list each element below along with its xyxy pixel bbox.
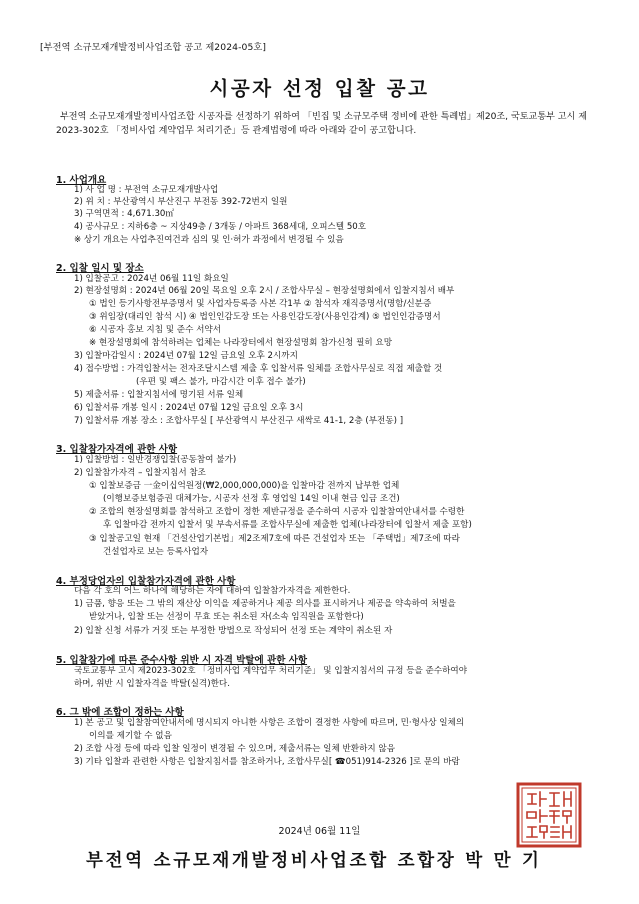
section-line: 3) 입찰마감일시 : 2024년 07월 12일 금요일 오후 2시까지: [74, 351, 298, 361]
section-line: 7) 입찰서류 개봉 장소 : 조합사무실 [ 부산광역시 부산진구 새싹로 41-1, 2층 (부전동) ]: [74, 416, 404, 426]
section-line: 2) 위 치 : 부산광역시 부산진구 부전동 392-72번지 일원: [74, 197, 288, 207]
official-seal-icon: [516, 782, 582, 848]
section-subline: (우편 및 팩스 불가, 마감시간 이후 접수 불가): [136, 377, 306, 387]
section-subline: 후 입찰마감 전까지 입찰서 및 부속서류를 조합사무실에 제출한 업체(나라장터에 입찰서 제출 포함): [103, 520, 472, 530]
section-line: 3) 기타 입찰과 관련한 사항은 입찰지침서를 참조하거나, 조합사무실[ ☎051)914-2326 ]로 문의 바람: [74, 757, 460, 767]
section-line: 6) 입찰서류 개봉 일시 : 2024년 07월 12일 금요일 오후 3시: [74, 403, 304, 413]
section-subline: 받았거나, 입찰 또는 선정이 무효 또는 취소된 자(소속 임직원을 포함한다): [89, 612, 364, 622]
section-subline: ① 입찰보증금 一金이십억원정(₩2,000,000,000)을 입찰마감 전까지 납부한 업체: [89, 481, 400, 491]
section-note: ※ 상기 개요는 사업추진여건과 심의 및 인·허가 과정에서 변경될 수 있음: [74, 235, 344, 245]
section-line: 5) 제출서류 : 입찰지침서에 명기된 서류 일체: [74, 390, 244, 400]
page-title: 시공자 선정 입찰 공고: [209, 77, 430, 100]
section-line: 1) 금품, 향응 또는 그 밖의 재산상 이익을 제공하거나 제공 의사를 표시하거나 제공을 약속하여 처벌을: [74, 599, 456, 609]
section-line: 3) 구역면적 : 4,671.30㎡: [74, 209, 174, 219]
section-line: 하며, 위반 시 입찰자격을 박탈(실격)한다.: [74, 679, 230, 689]
section-title: 2. 입찰 일시 및 장소: [56, 263, 144, 274]
section-subline: 건설업자로 보는 등록사업자: [103, 547, 209, 557]
section-line: 2) 조합 사정 등에 따라 입찰 일정이 변경될 수 있으며, 제출서류는 일체 반환하지 않음: [74, 744, 396, 754]
section-subline: ③ 입찰공고일 현재 「건설산업기본법」제2조제7호에 따른 건설업자 또는 「주택법」제7조에 따라: [89, 534, 460, 544]
section-subline: 이의를 제기할 수 없음: [89, 731, 172, 741]
notice-number: [부전역 소규모재개발정비사업조합 공고 제2024-05호]: [40, 42, 267, 53]
section-title: 6. 그 밖에 조합이 정하는 사항: [56, 707, 184, 718]
signature-line: 부전역 소규모재개발정비사업조합 조합장 박 만 기: [86, 851, 542, 871]
section-line: 1) 사 업 명 : 부전역 소규모재개발사업: [74, 185, 219, 195]
section-subline: ③ 위임장(대리인 참석 시) ④ 법인인감도장 또는 사용인감도장(사용인감계) ⑤ 법인인감증명서: [89, 312, 441, 322]
section-line: 2) 입찰참가자격 – 입찰지침서 참조: [74, 468, 206, 478]
section-line: 2) 현장설명회 : 2024년 06월 20일 목요일 오후 2시 / 조합사무실 – 현장설명회에서 입찰지침서 배부: [74, 286, 455, 296]
section-line: 1) 입찰공고 : 2024년 06월 11일 화요일: [74, 274, 229, 284]
section-title: 5. 입찰참가에 따른 준수사항 위반 시 자격 박탈에 관한 사항: [56, 655, 308, 666]
section-line: 2) 입찰 신청 서류가 거짓 또는 부정한 방법으로 작성되어 선정 또는 계약이 취소된 자: [74, 626, 393, 636]
section-line: 1) 본 공고 및 입찰참여안내서에 명시되지 아니한 사항은 조합이 결정한 사항에 따르며, 민·형사상 일체의: [74, 718, 465, 728]
section-subline: (이행보증보험증권 대체가능, 시공자 선정 후 영업일 14일 이내 현금 입금 조건): [103, 494, 400, 504]
section-title: 4. 부정당업자의 입찰참가자격에 관한 사항: [56, 576, 236, 587]
notice-date: 2024년 06월 11일: [278, 826, 361, 837]
intro-paragraph: 부전역 소규모재개발정비사업조합 시공자를 선정하기 위하여 「빈집 및 소규모주택 정비에 관한 특례법」제20조, 국토교통부 고시 제2023-302호 「정비사업 계약업무 처리기준」등 관계법령에 따라 아래와 같이 공고합니다.: [56, 112, 588, 136]
section-line: 4) 접수방법 : 가격입찰서는 전자조달시스템 제출 후 입찰서류 일체를 조합사무실로 직접 제출할 것: [74, 364, 443, 374]
section-title: 3. 입찰참가자격에 관한 사항: [56, 444, 178, 455]
section-note: ※ 현장설명회에 참석하려는 업체는 나라장터에서 현장설명회 참가신청 필히 요망: [89, 338, 393, 348]
section-line: 다음 각 호의 어느 하나에 해당하는 자에 대하여 입찰참가자격을 제한한다.: [74, 586, 351, 596]
section-line: 1) 입찰방법 : 일반경쟁입찰(공동참여 불가): [74, 455, 237, 465]
section-line: 4) 공사규모 : 지하6층 ~ 지상49층 / 3개동 / 아파트 368세대, 오피스텔 50호: [74, 222, 367, 232]
section-title: 1. 사업개요: [56, 175, 107, 186]
section-subline: ⑥ 시공자 홍보 지침 및 준수 서약서: [89, 325, 222, 335]
section-line: 국토교통부 고시 제2023-302호 「정비사업 계약업무 처리기준」 및 입찰지침서의 규정 등을 준수하여야: [74, 666, 468, 676]
section-subline: ① 법인 등기사항전부증명서 및 사업자등록증 사본 각1부 ② 참석자 재직증명서(명함/신분증: [89, 299, 432, 309]
section-subline: ② 조합의 현장설명회를 참석하고 조합이 정한 제반규정을 준수하여 시공자 입찰참여안내서를 수령한: [89, 507, 465, 517]
